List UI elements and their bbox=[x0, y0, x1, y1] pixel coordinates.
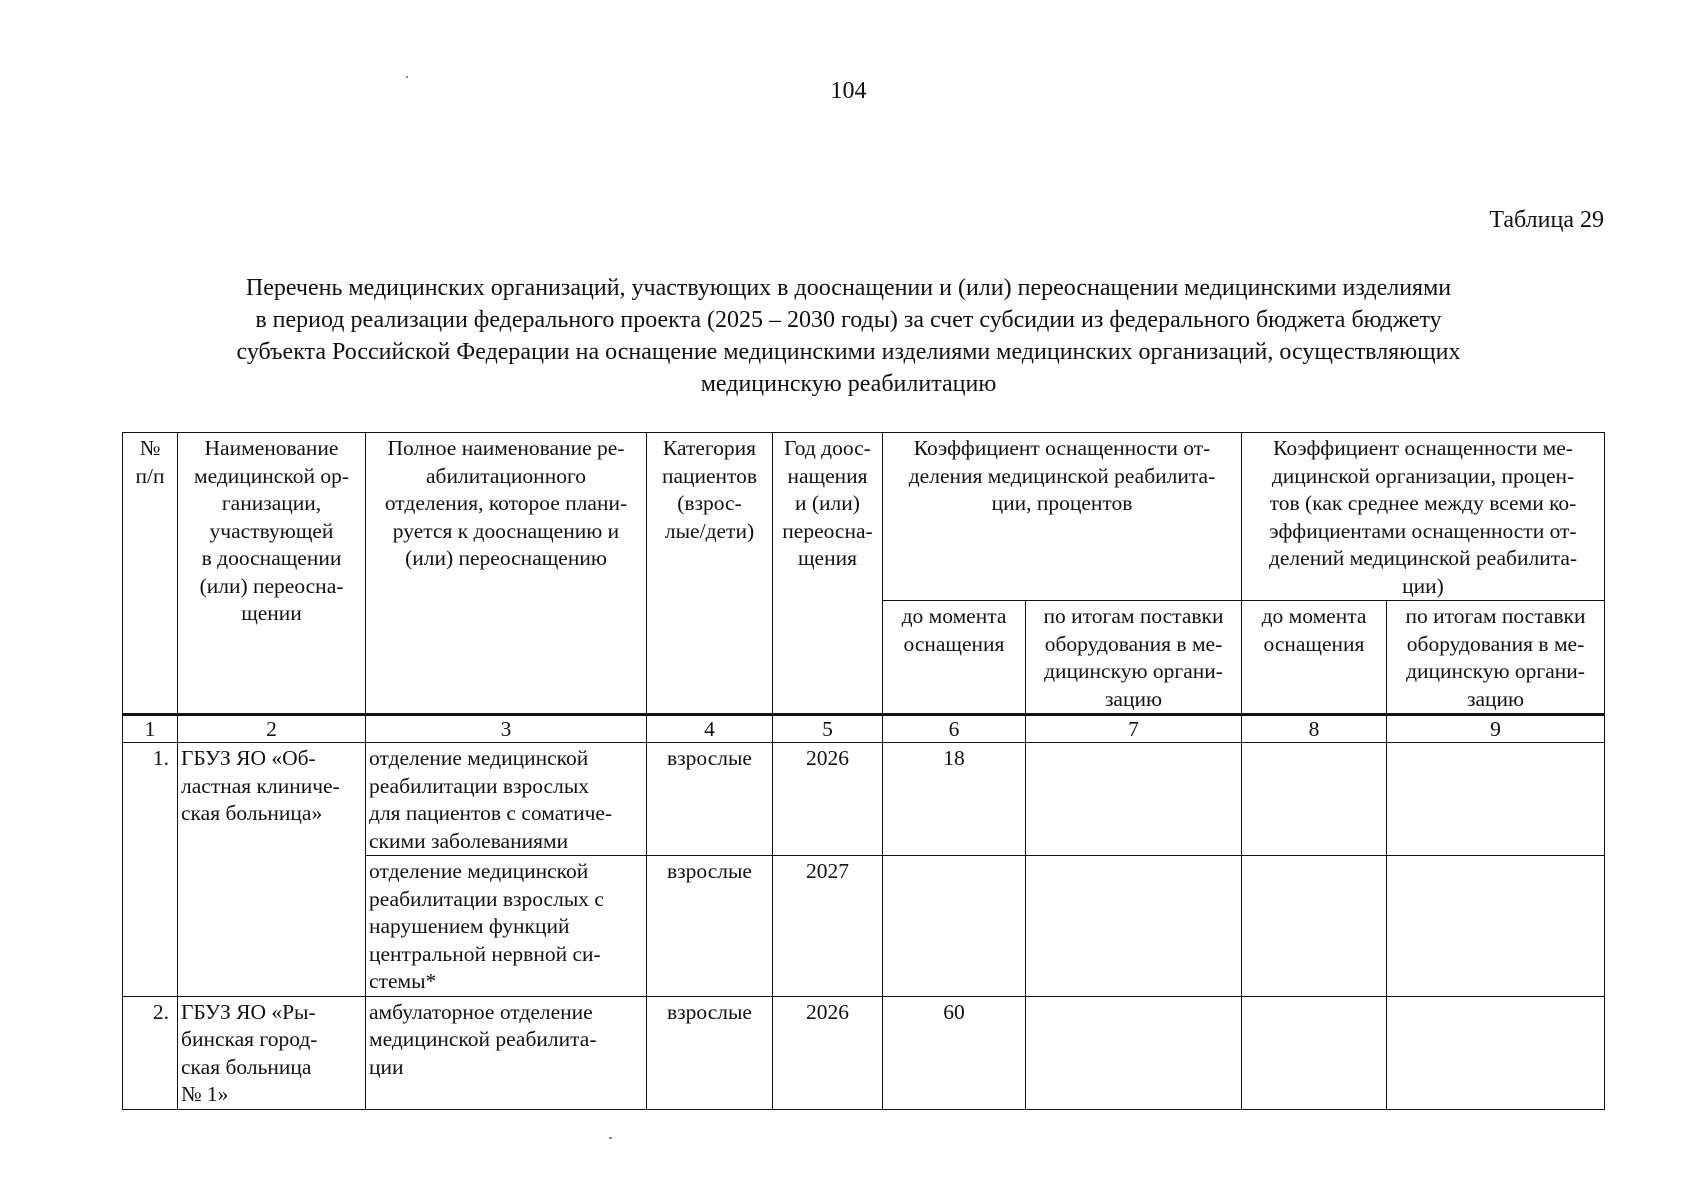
header-line: оборудования в ме- bbox=[1044, 631, 1223, 656]
column-number: 3 bbox=[366, 715, 647, 743]
department-name bbox=[366, 996, 647, 1109]
header-line: дицинскую органи- bbox=[1044, 659, 1223, 683]
header-line: зацию bbox=[1104, 686, 1163, 711]
title-line: субъекта Российской Федерации на оснащение медицинскими изделиями медицинских организаций, осуществляющих bbox=[236, 339, 1461, 365]
header-line: пациентов bbox=[661, 463, 758, 488]
row-number: 1. bbox=[123, 743, 178, 997]
header-org-after bbox=[1387, 601, 1605, 715]
cell-line: стемы* bbox=[369, 969, 437, 993]
page-number: 104 bbox=[830, 78, 867, 104]
header-line: деления медицинской реабилита- bbox=[908, 463, 1216, 488]
header-department-coefficient bbox=[883, 433, 1242, 601]
header-line: зацию bbox=[1466, 686, 1525, 711]
header-line: переосна- bbox=[782, 518, 873, 543]
header-line: медицинской ор- bbox=[193, 463, 349, 488]
header-line: (или) переосна- bbox=[199, 573, 344, 598]
equipment-year: 2026 bbox=[773, 996, 883, 1109]
header-line: № bbox=[139, 436, 161, 460]
dept-coefficient-after bbox=[1026, 856, 1242, 997]
org-coefficient-before bbox=[1242, 856, 1387, 997]
department-name bbox=[366, 856, 647, 997]
header-line: оборудования в ме- bbox=[1406, 631, 1585, 656]
header-line: Коэффициент оснащенности от- bbox=[913, 436, 1211, 460]
column-number: 2 bbox=[178, 715, 366, 743]
patient-category: взрослые bbox=[647, 996, 773, 1109]
dept-coefficient-before: 60 bbox=[883, 996, 1026, 1109]
header-line: участвующей bbox=[209, 518, 334, 543]
column-number: 8 bbox=[1242, 715, 1387, 743]
header-line: Полное наименование ре- bbox=[387, 436, 625, 460]
organizations-table bbox=[122, 432, 1605, 1110]
cell-line: для пациентов с соматиче- bbox=[369, 801, 613, 825]
title-line: Перечень медицинских организаций, участвующих в дооснащении и (или) переоснащении медицинскими изделиями bbox=[245, 275, 1452, 301]
title-line: в период реализации федерального проекта (2025 – 2030 годы) за счет субсидии из федерального бюджета бюджету bbox=[255, 307, 1442, 333]
header-line: ции) bbox=[1402, 573, 1444, 598]
header-line: Наименование bbox=[204, 436, 339, 460]
cell-line: центральной нервной си- bbox=[369, 941, 601, 966]
header-dept-before bbox=[883, 601, 1026, 715]
org-coefficient-before bbox=[1242, 743, 1387, 856]
header-line: эффициентами оснащенности от- bbox=[1269, 518, 1577, 543]
table-row bbox=[123, 996, 1605, 1109]
header-line: (или) переоснащению bbox=[405, 546, 607, 570]
document-title bbox=[120, 272, 1577, 400]
title-line: медицинскую реабилитацию bbox=[700, 371, 997, 397]
cell-line: скими заболеваниями bbox=[369, 828, 569, 853]
header-line: по итогам поставки bbox=[1043, 604, 1224, 628]
header-line: по итогам поставки bbox=[1405, 604, 1586, 628]
cell-line: ластная клиниче- bbox=[181, 773, 340, 798]
cell-line: отделение медицинской bbox=[369, 746, 589, 770]
header-line: щения bbox=[798, 546, 857, 570]
org-coefficient-after bbox=[1387, 856, 1605, 997]
scan-speck bbox=[609, 1137, 612, 1139]
header-line: Коэффициент оснащенности ме- bbox=[1273, 436, 1573, 460]
column-number: 7 bbox=[1026, 715, 1242, 743]
header-line: Год доос- bbox=[784, 436, 871, 460]
cell-line: реабилитации взрослых bbox=[369, 773, 590, 798]
org-coefficient-before bbox=[1242, 996, 1387, 1109]
header-line: лые/дети) bbox=[664, 518, 755, 543]
equipment-year: 2027 bbox=[773, 856, 883, 997]
cell-line: нарушением функций bbox=[369, 914, 570, 938]
cell-line: реабилитации взрослых с bbox=[369, 886, 604, 911]
cell-line: № 1» bbox=[181, 1082, 229, 1106]
cell-line: ГБУЗ ЯО «Ры- bbox=[181, 999, 316, 1024]
cell-line: ГБУЗ ЯО «Об- bbox=[181, 746, 316, 770]
organization-name bbox=[178, 743, 366, 997]
header-department bbox=[366, 433, 647, 715]
column-number: 6 bbox=[883, 715, 1026, 743]
org-coefficient-after bbox=[1387, 743, 1605, 856]
cell-line: бинская город- bbox=[181, 1027, 318, 1051]
header-line: (взрос- bbox=[677, 491, 742, 515]
table-label: Таблица 29 bbox=[1489, 207, 1604, 233]
header-line: до момента bbox=[901, 604, 1007, 628]
column-number-row bbox=[123, 715, 1605, 743]
header-line: оснащения bbox=[903, 631, 1005, 656]
header-line: Категория bbox=[662, 436, 757, 460]
header-year bbox=[773, 433, 883, 715]
header-line: делений медицинской реабилита- bbox=[1268, 546, 1578, 570]
cell-line: ская больница bbox=[181, 1054, 312, 1079]
header-org-before bbox=[1242, 601, 1387, 715]
header-row bbox=[123, 433, 1605, 601]
cell-line: отделение медицинской bbox=[369, 859, 589, 883]
header-category bbox=[647, 433, 773, 715]
header-line: и (или) bbox=[795, 491, 860, 515]
cell-line: ции bbox=[369, 1054, 404, 1079]
header-line: до момента bbox=[1261, 604, 1367, 628]
column-number: 4 bbox=[647, 715, 773, 743]
dept-coefficient-after bbox=[1026, 996, 1242, 1109]
equipment-year: 2026 bbox=[773, 743, 883, 856]
patient-category: взрослые bbox=[647, 856, 773, 997]
department-name bbox=[366, 743, 647, 856]
header-number bbox=[123, 433, 178, 715]
header-line: абилитационного bbox=[426, 463, 586, 488]
row-number: 2. bbox=[123, 996, 178, 1109]
org-coefficient-after bbox=[1387, 996, 1605, 1109]
dept-coefficient-before bbox=[883, 856, 1026, 997]
cell-line: медицинской реабилита- bbox=[369, 1027, 597, 1051]
header-line: п/п bbox=[135, 463, 165, 488]
header-line: отделения, которое плани- bbox=[384, 491, 628, 515]
patient-category: взрослые bbox=[647, 743, 773, 856]
dept-coefficient-after bbox=[1026, 743, 1242, 856]
header-line: дицинскую органи- bbox=[1406, 659, 1585, 683]
header-line: дицинской организации, процен- bbox=[1271, 463, 1575, 488]
table-row bbox=[123, 743, 1605, 856]
header-line: в дооснащении bbox=[201, 546, 342, 570]
column-number: 9 bbox=[1387, 715, 1605, 743]
header-line: руется к дооснащению и bbox=[392, 518, 620, 543]
column-number: 1 bbox=[123, 715, 178, 743]
cell-line: ская больница» bbox=[181, 801, 323, 825]
header-line: нащения bbox=[787, 463, 868, 488]
header-organization-coefficient bbox=[1242, 433, 1605, 601]
header-line: ганизации, bbox=[221, 491, 322, 515]
cell-line: амбулаторное отделение bbox=[369, 999, 593, 1024]
dept-coefficient-before: 18 bbox=[883, 743, 1026, 856]
header-line: ции, процентов bbox=[991, 491, 1133, 515]
header-line: тов (как среднее между всеми ко- bbox=[1269, 491, 1577, 515]
organization-name bbox=[178, 996, 366, 1109]
column-number: 5 bbox=[773, 715, 883, 743]
header-line: оснащения bbox=[1263, 631, 1365, 656]
header-organization bbox=[178, 433, 366, 715]
header-line: щении bbox=[241, 601, 302, 625]
header-dept-after bbox=[1026, 601, 1242, 715]
